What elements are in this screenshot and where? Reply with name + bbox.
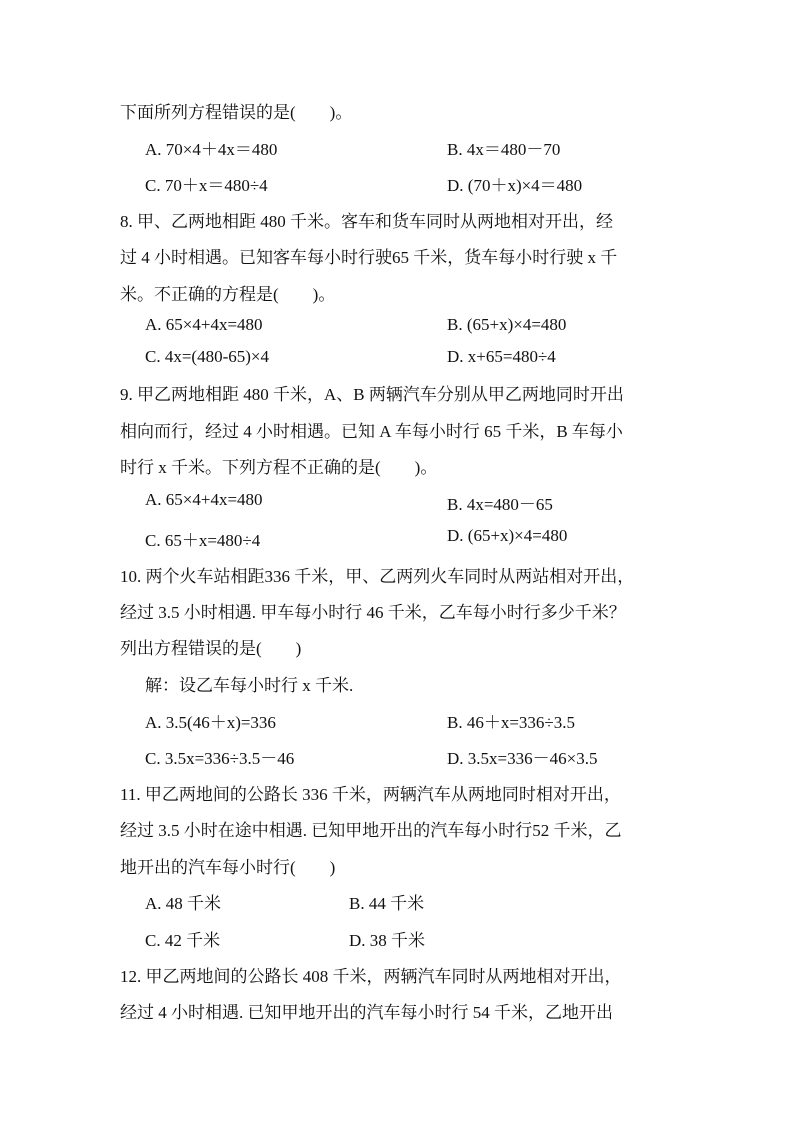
q7-option-d: D. (70＋x)×4＝480 (447, 176, 583, 195)
q8-option-c: C. 4x=(480-65)×4 (145, 347, 269, 366)
q11-line-1: 11. 甲乙两地间的公路长 336 千米，两辆汽车从两地同时相对开出， (120, 785, 621, 804)
q11-line-2: 经过 3.5 小时在途中相遇. 已知甲地开出的汽车每小时行52 千米，乙 (120, 821, 622, 840)
q8-option-b: B. (65+x)×4=480 (447, 315, 567, 334)
q7-option-a: A. 70×4＋4x＝480 (145, 140, 278, 159)
q10-option-b: B. 46＋x=336÷3.5 (447, 713, 576, 732)
q7-stem: 下面所列方程错误的是( )。 (120, 103, 353, 122)
q11-line-3: 地开出的汽车每小时行( ) (120, 858, 336, 877)
q11-option-d: D. 38 千米 (349, 931, 426, 950)
q10-option-c: C. 3.5x=336÷3.5－46 (145, 749, 295, 768)
q7-option-b: B. 4x＝480－70 (447, 140, 561, 159)
q9-option-a: A. 65×4+4x=480 (145, 490, 263, 509)
q9-option-c: C. 65＋x=480÷4 (145, 531, 261, 550)
q8-line-2: 过 4 小时相遇。已知客车每小时行驶65 千米，货车每小时行驶 x 千 (120, 248, 618, 267)
q12-line-2: 经过 4 小时相遇. 已知甲地开出的汽车每小时行 54 千米，乙地开出 (120, 1003, 613, 1022)
q10-line-2: 经过 3.5 小时相遇. 甲车每小时行 46 千米，乙车每小时行多少千米？ (120, 603, 626, 622)
q10-solution: 解：设乙车每小时行 x 千米. (145, 676, 354, 695)
q11-option-a: A. 48 千米 (145, 894, 222, 913)
q10-option-a: A. 3.5(46＋x)=336 (145, 713, 276, 732)
q12-line-1: 12. 甲乙两地间的公路长 408 千米，两辆汽车同时从两地相对开出， (120, 967, 622, 986)
q11-option-b: B. 44 千米 (349, 894, 425, 913)
q9-line-3: 时行 x 千米。下列方程不正确的是( )。 (120, 458, 438, 477)
q8-line-3: 米。不正确的方程是( )。 (120, 285, 336, 304)
q10-line-3: 列出方程错误的是( ) (120, 639, 302, 658)
q8-option-a: A. 65×4+4x=480 (145, 315, 263, 334)
q11-option-c: C. 42 千米 (145, 931, 221, 950)
q10-option-d: D. 3.5x=336－46×3.5 (447, 749, 598, 768)
q8-line-1: 8. 甲、乙两地相距 480 千米。客车和货车同时从两地相对开出，经 (120, 212, 613, 231)
q10-line-1: 10. 两个火车站相距336 千米，甲、乙两列火车同时从两站相对开出， (120, 567, 635, 586)
q7-option-c: C. 70＋x＝480÷4 (145, 176, 268, 195)
q9-option-b: B. 4x=480－65 (447, 495, 553, 514)
q9-line-1: 9. 甲乙两地相距 480 千米，A、B 两辆汽车分别从甲乙两地同时开出 (120, 385, 624, 404)
q8-option-d: D. x+65=480÷4 (447, 347, 556, 366)
q9-option-d: D. (65+x)×4=480 (447, 526, 568, 545)
q9-line-2: 相向而行，经过 4 小时相遇。已知 A 车每小时行 65 千米，B 车每小 (120, 422, 623, 441)
